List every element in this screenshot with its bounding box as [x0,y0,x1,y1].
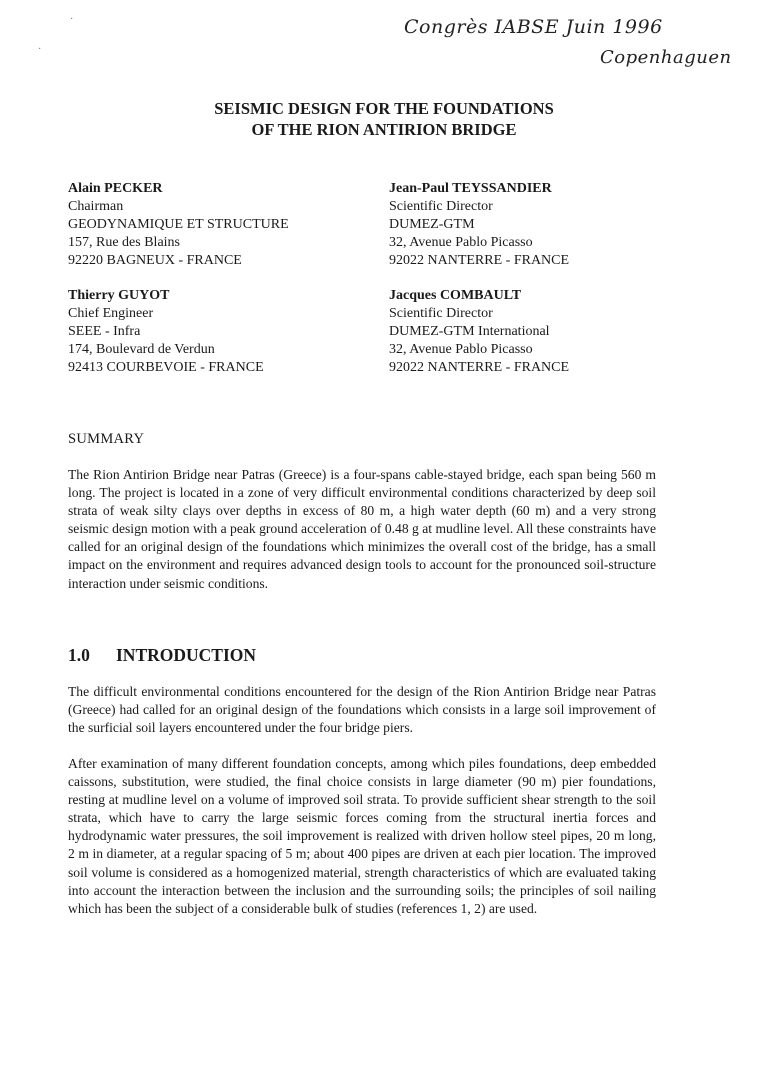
introduction-paragraph-2: After examination of many different foundation concepts, among which piles foundations, deep embedded caissons, substitution, were studied, the final choice consists in large diameter (90 m) pier foundations, resting at mudline level on a volume of improved soil strata. To provide sufficient shear strength to the soil strata, which have to carry the large seismic forces coming from the structural inertia forces and hydrodynamic water pressures, the soil improvement is realized with driven hollow steel pipes, 20 m long, 2 m in diameter, at a regular spacing of 5 m; about 400 pipes are driven at each pier location. The improved soil volume is considered as a homogenized material, strength characteristics of which are evaluated taking into account the interaction between the inclusion and the surrounding soils; the principles of soil nailing which has been the subject of a considerable bulk of studies (references 1, 2) are used. [68,756,656,916]
section-number: 1.0 [68,645,90,665]
author-role: Scientific Director [389,199,493,214]
author-street: 32, Avenue Pablo Picasso [389,235,533,250]
author-name: Jacques COMBAULT [389,288,522,303]
author-street: 174, Boulevard de Verdun [68,342,215,357]
handwritten-conference-note: Congrès IABSE Juin 1996 [404,16,663,38]
introduction-heading [68,645,256,666]
summary-heading: SUMMARY [68,431,145,447]
author-block [68,287,264,377]
author-name: Thierry GUYOT [68,288,170,303]
author-block [389,287,569,377]
summary-paragraph: The Rion Antirion Bridge near Patras (Greece) is a four-spans cable-stayed bridge, each span being 560 m long. The project is located in a zone of very difficult environmental conditions characterized by deep soil strata of weak silty clays over depths in excess of 80 m, a high water depth (60 m) and a very strong seismic design motion with a peak ground acceleration of 0.48 g at mudline level. All these constraints have called for an original design of the foundations which minimizes the overall cost of the bridge, has a small impact on the environment and requires advanced design tools to account for the pronounced soil-structure interaction under seismic conditions. [68,467,656,591]
handwritten-location-note: Copenhaguen [600,47,732,68]
author-role: Chairman [68,199,124,214]
author-organization: SEEE - Infra [68,324,141,339]
author-city: 92022 NANTERRE - FRANCE [389,253,570,268]
author-name: Alain PECKER [68,181,163,196]
introduction-paragraph-1: The difficult environmental conditions encountered for the design of the Rion Antirion Bridge near Patras (Greece) had called for an original design of the foundations which consists in a large soil improvement of the surficial soil layers encountered under the four bridge piers. [68,684,656,736]
author-city: 92413 COURBEVOIE - FRANCE [68,360,264,375]
author-street: 157, Rue des Blains [68,235,180,250]
title-line-1: SEISMIC DESIGN FOR THE FOUNDATIONS [214,99,554,118]
author-city: 92022 NANTERRE - FRANCE [389,360,570,375]
section-title: INTRODUCTION [116,645,257,665]
scan-speck: · [70,14,74,25]
author-street: 32, Avenue Pablo Picasso [389,342,533,357]
author-role: Chief Engineer [68,306,154,321]
title-line-2: OF THE RION ANTIRION BRIDGE [251,120,517,139]
author-organization: DUMEZ-GTM [389,217,475,232]
author-organization: DUMEZ-GTM International [389,324,550,339]
author-block [68,180,289,270]
scan-speck: · [38,44,42,55]
author-block [389,180,569,270]
author-name: Jean-Paul TEYSSANDIER [389,181,552,196]
author-role: Scientific Director [389,306,493,321]
author-organization: GEODYNAMIQUE ET STRUCTURE [68,217,289,232]
author-city: 92220 BAGNEUX - FRANCE [68,253,242,268]
paper-title [0,98,768,140]
